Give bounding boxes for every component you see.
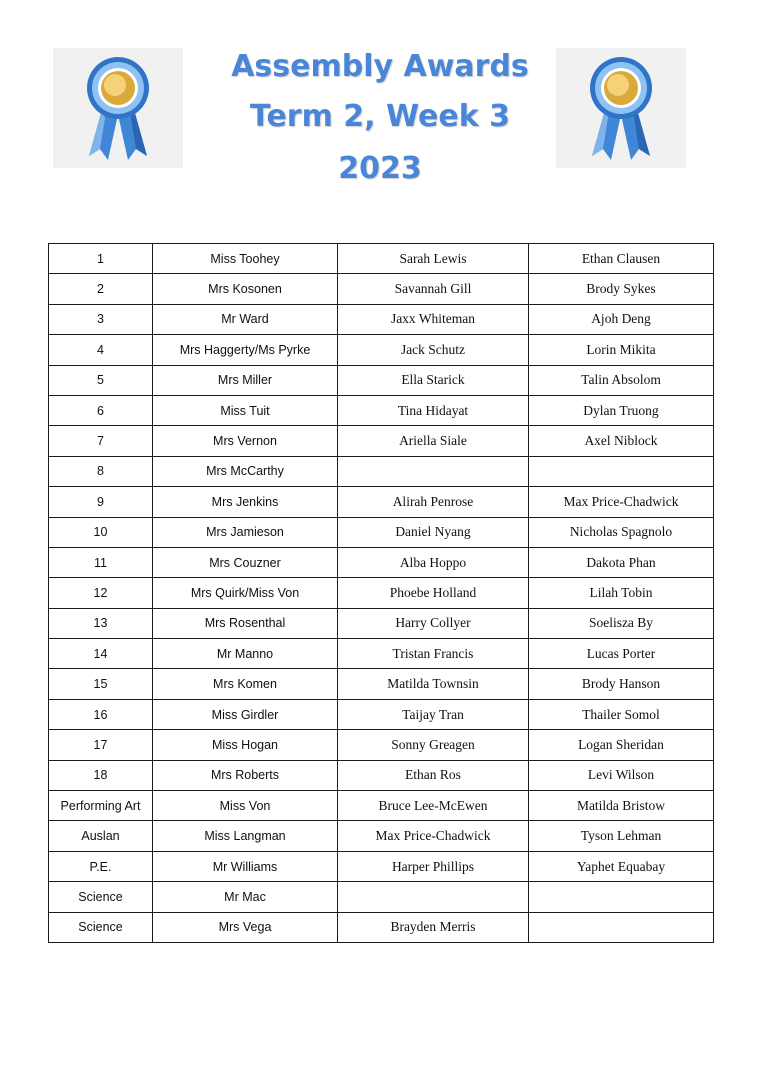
teacher-cell: Mrs Kosonen [153, 274, 338, 304]
class-cell: Science [49, 912, 153, 942]
year-heading: 2023 [338, 151, 422, 186]
teacher-cell: Miss Tuit [153, 395, 338, 425]
table-row [49, 335, 714, 365]
teacher-cell: Mrs Couzner [153, 547, 338, 577]
table-row [49, 517, 714, 547]
teacher-cell: Mrs McCarthy [153, 456, 338, 486]
teacher-cell: Mrs Miller [153, 365, 338, 395]
class-cell: 13 [49, 608, 153, 638]
teacher-cell: Mrs Jamieson [153, 517, 338, 547]
student-award-cell: Nicholas Spagnolo [529, 517, 714, 547]
student-award-cell: Alba Hoppo [338, 547, 529, 577]
page-title: Assembly Awards [231, 49, 529, 84]
awards-table [48, 243, 714, 943]
teacher-cell: Mrs Rosenthal [153, 608, 338, 638]
class-cell: 14 [49, 639, 153, 669]
student-award-cell: Alirah Penrose [338, 487, 529, 517]
class-cell: 6 [49, 395, 153, 425]
teacher-cell: Mrs Vega [153, 912, 338, 942]
class-cell: P.E. [49, 851, 153, 881]
table-row [49, 791, 714, 821]
student-award-cell: Phoebe Holland [338, 578, 529, 608]
term-week-heading: Term 2, Week 3 [249, 99, 511, 134]
student-award-cell: Tyson Lehman [529, 821, 714, 851]
class-cell: 8 [49, 456, 153, 486]
award-ribbon-icon [53, 48, 183, 168]
student-award-cell: Ella Starick [338, 365, 529, 395]
class-cell: 11 [49, 547, 153, 577]
awards-table-body [49, 244, 714, 943]
table-row [49, 304, 714, 334]
teacher-cell: Miss Langman [153, 821, 338, 851]
class-cell: 9 [49, 487, 153, 517]
student-award-cell: Matilda Bristow [529, 791, 714, 821]
student-award-cell: Tina Hidayat [338, 395, 529, 425]
student-award-cell: Sonny Greagen [338, 730, 529, 760]
student-award-cell: Bruce Lee-McEwen [338, 791, 529, 821]
class-cell: 16 [49, 699, 153, 729]
table-row [49, 912, 714, 942]
class-cell: 18 [49, 760, 153, 790]
table-row [49, 274, 714, 304]
class-cell: 17 [49, 730, 153, 760]
class-cell: 3 [49, 304, 153, 334]
student-award-cell: Max Price-Chadwick [338, 821, 529, 851]
class-cell: 5 [49, 365, 153, 395]
class-cell: 12 [49, 578, 153, 608]
student-award-cell: Ethan Clausen [529, 244, 714, 274]
teacher-cell: Mrs Roberts [153, 760, 338, 790]
class-cell: Performing Art [49, 791, 153, 821]
table-row [49, 760, 714, 790]
student-award-cell: Dylan Truong [529, 395, 714, 425]
table-row [49, 669, 714, 699]
class-cell: 2 [49, 274, 153, 304]
student-award-cell: Harry Collyer [338, 608, 529, 638]
table-row [49, 365, 714, 395]
class-cell: 10 [49, 517, 153, 547]
teacher-cell: Miss Girdler [153, 699, 338, 729]
student-award-cell: Ariella Siale [338, 426, 529, 456]
student-award-cell: Harper Phillips [338, 851, 529, 881]
table-row [49, 730, 714, 760]
student-award-cell: Brody Sykes [529, 274, 714, 304]
student-award-cell: Brayden Merris [338, 912, 529, 942]
student-award-cell: Soelisza By [529, 608, 714, 638]
table-row [49, 547, 714, 577]
table-row [49, 882, 714, 912]
student-award-cell: Lilah Tobin [529, 578, 714, 608]
teacher-cell: Mrs Haggerty/Ms Pyrke [153, 335, 338, 365]
teacher-cell: Mr Manno [153, 639, 338, 669]
table-row [49, 395, 714, 425]
table-row [49, 487, 714, 517]
student-award-cell [529, 912, 714, 942]
student-award-cell: Levi Wilson [529, 760, 714, 790]
student-award-cell: Dakota Phan [529, 547, 714, 577]
student-award-cell: Ethan Ros [338, 760, 529, 790]
table-row [49, 244, 714, 274]
student-award-cell: Lorin Mikita [529, 335, 714, 365]
student-award-cell: Yaphet Equabay [529, 851, 714, 881]
student-award-cell: Savannah Gill [338, 274, 529, 304]
class-cell: Science [49, 882, 153, 912]
teacher-cell: Mr Williams [153, 851, 338, 881]
class-cell: 4 [49, 335, 153, 365]
table-row [49, 639, 714, 669]
student-award-cell: Sarah Lewis [338, 244, 529, 274]
teacher-cell: Miss Toohey [153, 244, 338, 274]
student-award-cell [338, 456, 529, 486]
teacher-cell: Miss Hogan [153, 730, 338, 760]
student-award-cell: Brody Hanson [529, 669, 714, 699]
student-award-cell: Lucas Porter [529, 639, 714, 669]
student-award-cell: Thailer Somol [529, 699, 714, 729]
student-award-cell: Logan Sheridan [529, 730, 714, 760]
teacher-cell: Mr Mac [153, 882, 338, 912]
student-award-cell: Ajoh Deng [529, 304, 714, 334]
student-award-cell [529, 456, 714, 486]
student-award-cell [529, 882, 714, 912]
table-row [49, 426, 714, 456]
teacher-cell: Mrs Jenkins [153, 487, 338, 517]
student-award-cell: Taijay Tran [338, 699, 529, 729]
student-award-cell: Matilda Townsin [338, 669, 529, 699]
teacher-cell: Miss Von [153, 791, 338, 821]
teacher-cell: Mrs Quirk/Miss Von [153, 578, 338, 608]
class-cell: 15 [49, 669, 153, 699]
student-award-cell [338, 882, 529, 912]
student-award-cell: Talin Absolom [529, 365, 714, 395]
class-cell: 1 [49, 244, 153, 274]
table-row [49, 456, 714, 486]
teacher-cell: Mrs Vernon [153, 426, 338, 456]
student-award-cell: Axel Niblock [529, 426, 714, 456]
table-row [49, 699, 714, 729]
student-award-cell: Tristan Francis [338, 639, 529, 669]
student-award-cell: Max Price-Chadwick [529, 487, 714, 517]
class-cell: 7 [49, 426, 153, 456]
class-cell: Auslan [49, 821, 153, 851]
table-row [49, 608, 714, 638]
student-award-cell: Jack Schutz [338, 335, 529, 365]
table-row [49, 578, 714, 608]
teacher-cell: Mr Ward [153, 304, 338, 334]
table-row [49, 821, 714, 851]
table-row [49, 851, 714, 881]
teacher-cell: Mrs Komen [153, 669, 338, 699]
student-award-cell: Daniel Nyang [338, 517, 529, 547]
student-award-cell: Jaxx Whiteman [338, 304, 529, 334]
